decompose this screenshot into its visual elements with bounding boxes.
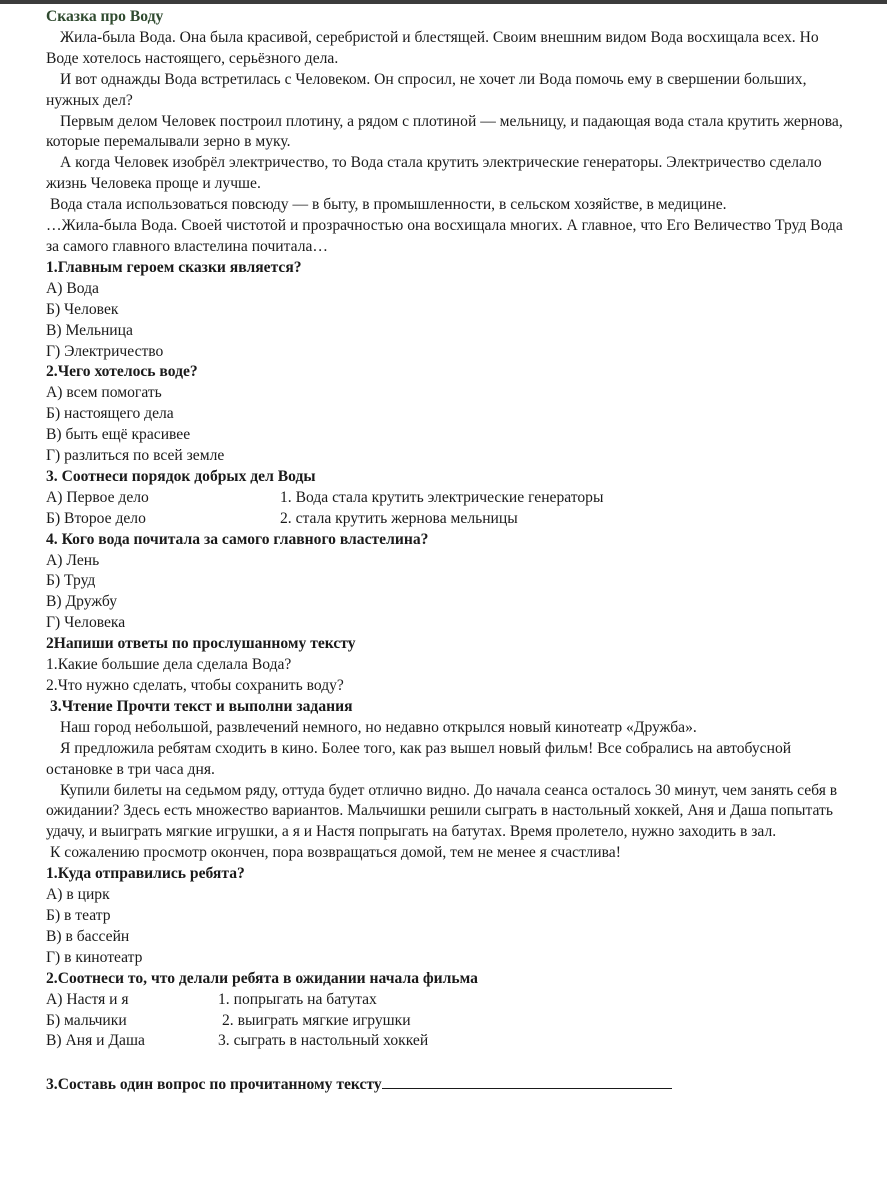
answer-option: В) Дружбу — [46, 593, 118, 611]
match-right: 2. выиграть мягкие игрушки — [222, 1011, 411, 1029]
reading-paragraph: Купили билеты на седьмом ряду, оттуда будет отлично видно. До начала сеанса осталось 30 минут, чем занять себя в ожидании? Здесь есть множество вариантов. Мальчишки решили сыграть в настольный хоккей, Аня и Даша попытать удачу, и выиграть мягкие игрушки, а я и Настя попрыгать на батутах. Время пролетело, нужно заходить в зал. — [46, 781, 838, 841]
reading-paragraph: Наш город небольшой, развлечений немного, но недавно открылся новый кинотеатр «Дружба». — [60, 718, 697, 736]
worksheet — [46, 7, 846, 1096]
answer-option: Б) Человек — [46, 300, 119, 318]
match-right: 1. Вода стала крутить электрические генераторы — [280, 488, 604, 506]
story-paragraph: Жила-была Вода. Она была красивой, серебристой и блестящей. Своим внешним видом Вода восхищала всех. Но Воде хотелось настоящего, серьёзного дела. — [46, 28, 819, 67]
question-heading: 4. Кого вода почитала за самого главного властелина? — [46, 530, 429, 548]
match-row — [46, 509, 846, 530]
match-row — [46, 488, 846, 509]
answer-option: А) Лень — [46, 551, 100, 569]
top-border — [0, 0, 887, 4]
story-paragraph: А когда Человек изобрёл электричество, то Вода стала крутить электрические генераторы. Электричество сделало жизнь Человека проще и лучше. — [46, 154, 822, 193]
story-title: Сказка про Воду — [46, 8, 164, 25]
section-heading: 3.Чтение Прочти текст и выполни задания — [50, 697, 353, 715]
question-heading: 2.Чего хотелось воде? — [46, 363, 198, 381]
answer-line[interactable] — [382, 1073, 672, 1089]
reading-paragraph: К сожалению просмотр окончен, пора возвращаться домой, тем не менее я счастлива! — [50, 844, 621, 862]
match-left: А) Настя и я — [46, 990, 129, 1008]
match-left: В) Аня и Даша — [46, 1032, 145, 1050]
answer-option: А) всем помогать — [46, 384, 162, 402]
question-heading: 1.Куда отправились ребята? — [46, 865, 245, 883]
answer-option: Б) в театр — [46, 906, 111, 924]
answer-option: В) Мельница — [46, 321, 133, 339]
story-paragraph: Первым делом Человек построил плотину, а рядом с плотиной — мельницу, и падающая вода стала крутить жернова, которые перемалывали зерно в муку. — [46, 112, 843, 151]
compose-question-text: 3.Составь один вопрос по прочитанному тексту — [46, 1076, 382, 1094]
answer-option: В) быть ещё красивее — [46, 426, 191, 444]
story-paragraph: Вода стала использоваться повсюду — в быту, в промышленности, в сельском хозяйстве, в медицине. — [50, 196, 727, 214]
match-row — [46, 990, 846, 1011]
answer-option: А) Вода — [46, 279, 99, 297]
answer-option: Г) в кинотеатр — [46, 948, 143, 966]
match-left: Б) мальчики — [46, 1011, 127, 1029]
match-left: Б) Второе дело — [46, 509, 146, 527]
match-row — [46, 1031, 846, 1052]
match-right: 1. попрыгать на батутах — [218, 990, 377, 1008]
open-question: 2.Что нужно сделать, чтобы сохранить воду? — [46, 677, 344, 694]
story-paragraph: …Жила-была Вода. Своей чистотой и прозрачностью она восхищала многих. А главное, что Его Величество Труд Вода за самого главного властелина почитала… — [46, 217, 843, 255]
answer-option: Г) разлиться по всей земле — [46, 447, 225, 465]
answer-option: В) в бассейн — [46, 927, 130, 945]
match-right: 2. стала крутить жернова мельницы — [280, 509, 518, 527]
answer-option: Б) Труд — [46, 572, 96, 590]
match-left: А) Первое дело — [46, 488, 149, 506]
question-heading — [46, 1073, 846, 1096]
answer-option: Б) настоящего дела — [46, 405, 174, 423]
question-heading: 1.Главным героем сказки является? — [46, 258, 302, 276]
story-paragraph: И вот однажды Вода встретилась с Человеком. Он спросил, не хочет ли Вода помочь ему в свершении больших, нужных дел? — [46, 70, 807, 109]
question-heading: 3. Соотнеси порядок добрых дел Воды — [46, 467, 316, 485]
section-heading: 2Напиши ответы по прослушанному тексту — [46, 635, 356, 653]
match-row — [46, 1011, 846, 1032]
answer-option: Г) Электричество — [46, 342, 164, 360]
match-right: 3. сыграть в настольный хоккей — [218, 1032, 429, 1050]
answer-option: А) в цирк — [46, 886, 110, 904]
reading-paragraph: Я предложила ребятам сходить в кино. Более того, как раз вышел новый фильм! Все собрались на автобусной остановке в три часа дня. — [46, 739, 792, 778]
question-heading: 2.Соотнеси то, что делали ребята в ожидании начала фильма — [46, 969, 478, 987]
answer-option: Г) Человека — [46, 614, 126, 632]
open-question: 1.Какие большие дела сделала Вода? — [46, 656, 292, 674]
